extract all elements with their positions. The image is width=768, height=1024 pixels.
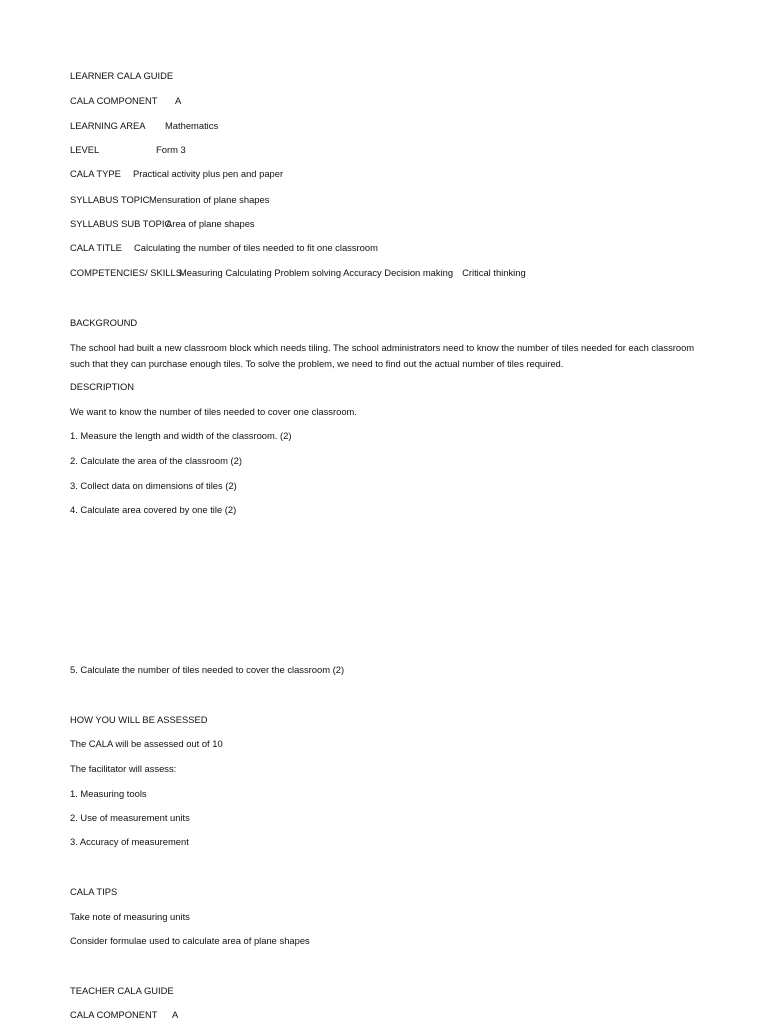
description-step: 5. Calculate the number of tiles needed to cover the classroom (2) — [70, 664, 345, 675]
description-step: 3. Collect data on dimensions of tiles (2) — [70, 480, 237, 491]
field-label: CALA COMPONENT — [70, 95, 158, 106]
assessment-line: The CALA will be assessed out of 10 — [70, 738, 223, 749]
teacher-guide-heading: TEACHER CALA GUIDE — [70, 985, 174, 996]
teacher-field-cala-component — [70, 1009, 178, 1021]
field-syllabus-sub-topic — [70, 218, 255, 230]
field-cala-type — [70, 168, 283, 180]
description-step: 2. Calculate the area of the classroom (2) — [70, 455, 242, 466]
field-value: A — [172, 1009, 179, 1020]
field-value: A — [175, 95, 182, 106]
background-text: The school had built a new classroom block which needs tiling. The school administrators need to know the number of tiles needed for each classroom such that they can purchase enough tiles. To solve the problem, we need to find out the actual number of tiles required. — [70, 342, 695, 369]
field-value: Measuring Calculating Problem solving Accuracy Decision making — [179, 267, 454, 278]
field-value: Area of plane shapes — [166, 218, 255, 229]
field-value: Practical activity plus pen and paper — [133, 168, 284, 179]
field-value: Mensuration of plane shapes — [149, 194, 270, 205]
assessment-item: 1. Measuring tools — [70, 788, 147, 799]
assessment-item: 2. Use of measurement units — [70, 812, 190, 823]
assessment-line: The facilitator will assess: — [70, 763, 177, 774]
field-value: Calculating the number of tiles needed to fit one classroom — [134, 242, 378, 253]
background-heading: BACKGROUND — [70, 317, 138, 328]
field-label: CALA TYPE — [70, 168, 121, 179]
field-label: CALA TITLE — [70, 242, 122, 253]
field-level — [70, 144, 186, 156]
guide-title: LEARNER CALA GUIDE — [70, 70, 174, 81]
field-value: Mathematics — [165, 120, 219, 131]
field-label: COMPETENCIES/ SKILLS — [70, 267, 183, 278]
field-value-extra: Critical thinking — [462, 267, 526, 278]
field-cala-title — [70, 242, 378, 254]
tips-item: Take note of measuring units — [70, 911, 190, 922]
assessment-item: 3. Accuracy of measurement — [70, 836, 189, 847]
field-label: SYLLABUS TOPIC — [70, 194, 150, 205]
description-step: 1. Measure the length and width of the classroom. (2) — [70, 430, 292, 441]
field-competencies — [70, 267, 526, 279]
description-step: 4. Calculate area covered by one tile (2) — [70, 504, 237, 515]
field-syllabus-topic — [70, 194, 269, 206]
field-label: SYLLABUS SUB TOPIC — [70, 218, 172, 229]
field-label: CALA COMPONENT — [70, 1009, 158, 1020]
field-learning-area — [70, 120, 218, 132]
tips-heading: CALA TIPS — [70, 886, 118, 897]
description-intro: We want to know the number of tiles needed to cover one classroom. — [70, 406, 357, 417]
assessment-heading: HOW YOU WILL BE ASSESSED — [70, 714, 208, 725]
description-heading: DESCRIPTION — [70, 381, 135, 392]
field-value: Form 3 — [156, 144, 186, 155]
field-cala-component — [70, 95, 181, 107]
tips-item: Consider formulae used to calculate area of plane shapes — [70, 935, 310, 946]
field-label: LEARNING AREA — [70, 120, 146, 131]
field-label: LEVEL — [70, 144, 100, 155]
